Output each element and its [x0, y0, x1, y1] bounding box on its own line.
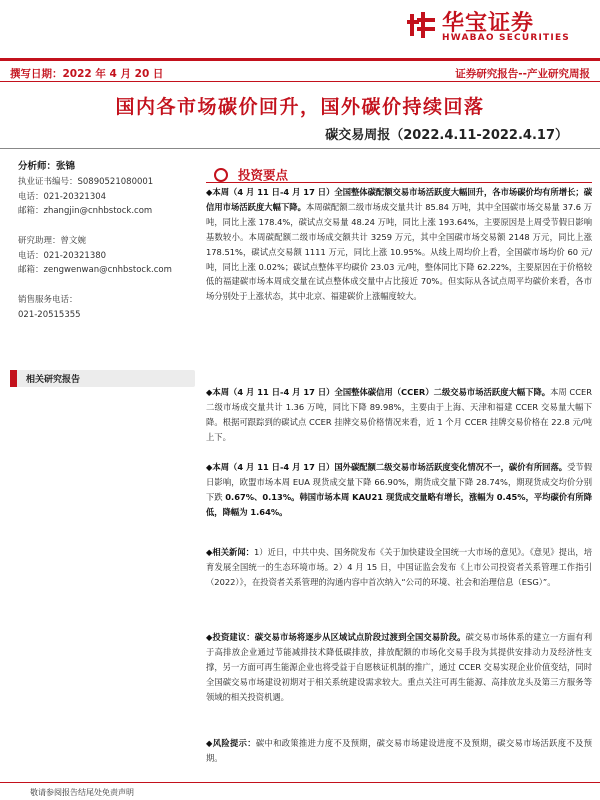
sales-phone: 021-20515355 — [18, 309, 81, 320]
company-name-cn: 华宝证券 — [442, 11, 535, 36]
report-type: 证券研究报告--产业研究周报 — [455, 68, 590, 80]
assistant-email: 邮箱：zengwenwan@cnhbstock.com — [18, 265, 172, 276]
paragraph-lead-2: 0.67%、0.13%。韩国市场本周 KAU21 现货成交量略有增长，涨幅为 0.45%，平均碳价有所降低，降幅为 1.64%。 — [206, 491, 593, 517]
analyst-phone: 电话：021-20321304 — [18, 191, 107, 202]
page-title: 国内各市场碳价回升，国外碳价持续回落 — [115, 96, 485, 118]
report-date: 撰写日期：2022 年 4 月 20 日 — [10, 68, 164, 80]
analyst-cert: 执业证书编号：S0890521080001 — [18, 176, 154, 187]
paragraph-body: 受节假日影响，欧盟市场本周 EUA 现货成交量下降 66.90%，期货成交量下降 28.74%，期现货成交均价分别下跌 — [206, 462, 592, 502]
paragraph-ccer — [206, 385, 592, 445]
paragraph-news — [206, 545, 592, 590]
paragraph-body: 本周碳配额二级市场成交量共计 85.84 万吨，其中全国碳市场交易量 37.6 万吨，同比上涨 178.4%，碳试点交易量 48.24 万吨，同比上涨 193.64%，主要原因是上周受节假日影响基数较小。本周碳配额二级市场成交额共计 3259 万元，其中全国碳市场交易额 2148 万元，同比上涨 178.51%，碳试点交易额 1111 万元，同比上涨 10.95%。从线上周均价上看，全国碳市场均价 60 元/吨，同比上涨 0.02%；碳试点整体平均碳价 23.03 元/吨，整体同比下降 62.22%，主要原因在于价格较低的福建碳市场本周成交量在试点整体成交量中占比接近 70%。但实际从各试点周平均碳价来看，各市场分别处于上涨状态，其中北京、福建碳价上涨幅度较大。 — [206, 201, 592, 302]
paragraph-body: 1）近日，中共中央、国务院发布《关于加快建设全国统一大市场的意见》。《意见》提出，培育发展全国统一的生态环境市场。2）4 月 15 日，中国证监会发布《上市公司投资者关系管理工作指引（2022）》，在投资者关系管理的沟通内容中首次纳入“公司的环境、社会和治理信息（ESG）”。 — [206, 547, 592, 587]
footer-divider — [0, 782, 600, 783]
invest-heading — [214, 164, 288, 184]
related-reports-label: 相关研究报告 — [26, 375, 81, 385]
assistant-phone: 电话：021-20321380 — [18, 250, 107, 261]
paragraph-body: 本周 CCER 二级市场成交量共计 1.36 万吨，同比下降 89.98%，主要由于上海、天津和福建 CCER 交易量大幅下降。根据可跟踪到的碳试点 CCER 挂牌交易价格情况来看，近 1 个月 CCER 挂牌交易价格在 22.8 元/吨上下。 — [206, 387, 593, 442]
paragraph-lead: ◆本周（4 月 11 日-4 月 17 日）全国整体碳配额交易市场活跃度大幅回升，各市场碳价均有所增长；碳信用市场活跃度大幅下降。 — [206, 187, 592, 212]
paragraph-lead: ◆相关新闻： — [206, 547, 254, 557]
paragraph-lead: ◆本周（4 月 11 日-4 月 17 日）国外碳配额二级交易市场活跃度变化情况不一，碳价有所回落。 — [206, 462, 568, 472]
disclaimer-note: 敬请参阅报告结尾处免责声明 — [30, 788, 134, 797]
paragraph-risk — [206, 736, 592, 766]
paragraph-carbon-allowance — [206, 185, 592, 304]
paragraph-foreign-market — [206, 460, 592, 520]
paragraph-body: 碳交易市场体系的建立一方面有利于高排放企业通过节能减排技术降低碳排放，排放配额的市场化交易手段为其提供安排动力及经济性支撑，另一方面可再生能源企业也将受益于自愿核证机制的推广，通过 CCER 交易实现企业价值变结，同时全国碳交易市场建设初期对于相关系统建设需求较大。重点关注可再生能源、高排放龙头及第三方服务等领域的相关投资机遇。 — [206, 632, 592, 702]
hwabao-logo-icon — [407, 10, 437, 40]
invest-divider — [206, 182, 592, 183]
company-name-en: HWABAO SECURITIES — [442, 33, 570, 43]
paragraph-advice — [206, 630, 592, 705]
analyst-email: 邮箱：zhangjin@cnhbstock.com — [18, 206, 153, 217]
title-divider — [0, 148, 600, 149]
header-divider — [0, 58, 600, 61]
assistant-name: 研究助理：曾文婉 — [18, 235, 87, 246]
header-thin-divider — [0, 81, 600, 82]
target-icon — [214, 168, 228, 182]
analyst-info — [18, 160, 188, 322]
paragraph-body: 碳中和政策推进力度不及预期，碳交易市场建设进度不及预期，碳交易市场活跃度不及预期。 — [206, 738, 592, 763]
paragraph-lead: ◆投资建议：碳交易市场将逐步从区域试点阶段过渡到全国交易阶段。 — [206, 632, 466, 642]
paragraph-lead: ◆本周（4 月 11 日-4 月 17 日）全国整体碳信用（CCER）二级交易市场活跃度大幅下降。 — [206, 387, 551, 397]
paragraph-lead: ◆风险提示： — [206, 738, 256, 748]
related-reports-accent — [10, 370, 17, 387]
page-subtitle: 碳交易周报（2022.4.11-2022.4.17） — [325, 128, 568, 143]
invest-heading-text: 投资要点 — [238, 167, 289, 183]
analyst-name: 分析师：张锦 — [18, 161, 76, 172]
sales-label: 销售服务电话： — [18, 294, 78, 305]
